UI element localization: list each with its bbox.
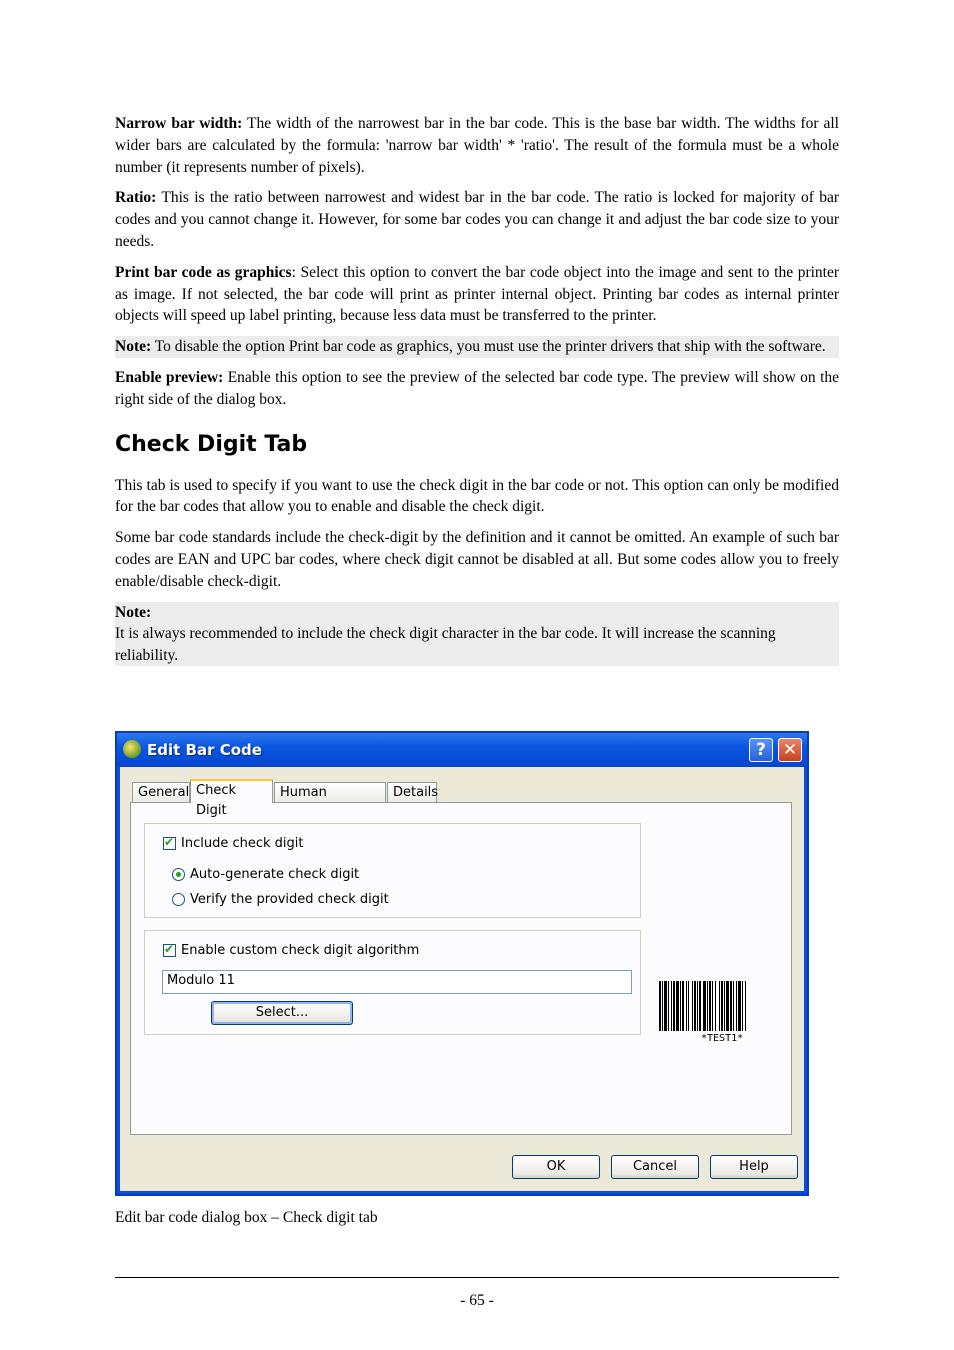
- cancel-button[interactable]: Cancel: [611, 1155, 699, 1179]
- barcode-bar: [673, 981, 675, 1031]
- ok-button[interactable]: OK: [512, 1155, 600, 1179]
- verify-radio[interactable]: [172, 893, 185, 906]
- barcode-bar: [707, 981, 708, 1031]
- barcode-bar: [680, 981, 681, 1031]
- barcode-preview: [651, 981, 793, 1056]
- barcode-bar: [736, 981, 737, 1031]
- barcode-bar: [721, 981, 723, 1031]
- custom-algorithm-group: [144, 930, 641, 1035]
- enable-custom-label[interactable]: Enable custom check digit algorithm: [181, 943, 420, 958]
- footer-rule: [115, 1277, 839, 1278]
- ratio-label: Ratio:: [115, 189, 157, 207]
- barcode-bar: [688, 981, 689, 1031]
- dialog-client-area: [120, 767, 804, 1191]
- print-graphics-paragraph: [115, 262, 839, 327]
- auto-generate-label[interactable]: Auto-generate check digit: [190, 867, 360, 882]
- barcode-bar: [659, 981, 661, 1031]
- barcode-bar: [664, 981, 667, 1031]
- narrow-bar-width-label: Narrow bar width:: [115, 115, 243, 132]
- check-digit-group: [144, 823, 641, 918]
- barcode-bar: [662, 981, 663, 1031]
- barcode-bar: [703, 981, 706, 1031]
- barcode-bar: [745, 981, 746, 1031]
- dialog-title: Edit Bar Code: [147, 741, 262, 759]
- note-label: Note:: [115, 603, 152, 621]
- ratio-text: This is the ratio between narrowest and widest bar in the bar code. The ratio is locked for majority of bar codes and you cannot change it. However, for some bar codes you can change it and adjust the bar code size to your needs.: [115, 189, 839, 250]
- include-check-digit-checkbox[interactable]: [163, 837, 176, 850]
- help-button[interactable]: Help: [710, 1155, 798, 1179]
- tab-human-readable[interactable]: Human: [274, 782, 386, 802]
- tab-general[interactable]: General: [132, 782, 190, 802]
- note-check-digit: [115, 602, 839, 667]
- edit-bar-code-dialog: [115, 731, 809, 1196]
- barcode-bar: [668, 981, 669, 1031]
- select-button[interactable]: Select...: [211, 1001, 353, 1025]
- verify-label[interactable]: Verify the provided check digit: [190, 892, 389, 907]
- barcode-bar: [712, 981, 713, 1031]
- barcode-bar: [686, 981, 687, 1031]
- barcode-bar: [697, 981, 698, 1031]
- note-printer-drivers: [115, 336, 839, 358]
- page-number: - 65 -: [460, 1292, 494, 1309]
- barcode-bar: [676, 981, 679, 1031]
- barcode-bar: [671, 981, 672, 1031]
- print-graphics-text: : Select this option to convert the bar code object into the image and sent to the printer as image. If not selected, the bar code will print as printer internal object. Printing bar codes as internal printer objects will speed up label printing, because less data must be transferred to the printer.: [115, 263, 840, 325]
- document-body: [115, 113, 839, 676]
- print-graphics-label: Print bar code as graphics: [115, 263, 292, 281]
- tab-details[interactable]: Details: [387, 782, 437, 802]
- check-digit-standards: Some bar code standards include the check-digit by the definition and it cannot be omitted. An example of such bar codes are EAN and UPC bar codes, where check digit cannot be disabled at all. But some codes allow you to freely enable/disable check-digit.: [115, 529, 839, 590]
- barcode-bar: [694, 981, 696, 1031]
- barcode-bar: [738, 981, 741, 1031]
- barcode-bar: [715, 981, 716, 1031]
- note-text: To disable the option Print bar code as graphics, you must use the printer drivers that ship with the software.: [151, 338, 826, 356]
- app-icon: [123, 740, 141, 758]
- barcode-bar: [726, 981, 729, 1031]
- narrow-bar-width-paragraph: [115, 113, 839, 178]
- barcode-bar: [733, 981, 734, 1031]
- barcode-bar: [709, 981, 711, 1031]
- note-text: It is always recommended to include the check digit character in the bar code. It will increase the scanning reliability.: [115, 625, 776, 664]
- enable-preview-paragraph: [115, 367, 839, 411]
- barcode-bar: [692, 981, 693, 1031]
- figure-caption: Edit bar code dialog box – Check digit tab: [115, 1209, 378, 1226]
- enable-custom-checkbox[interactable]: [163, 944, 176, 957]
- auto-generate-radio[interactable]: [172, 868, 185, 881]
- tab-panel: [130, 802, 792, 1135]
- tab-check-digit[interactable]: Check Digit: [190, 779, 273, 803]
- narrow-bar-width-text: The width of the narrowest bar in the bar code. This is the base bar width. The widths for all wider bars are calculated by the formula: 'narrow bar width' * 'ratio'. The result of the formula must be a whole number (it represents number of pixels).: [115, 115, 839, 176]
- close-icon[interactable]: ✕: [778, 738, 802, 762]
- enable-preview-label: Enable preview:: [115, 368, 224, 386]
- check-digit-intro: This tab is used to specify if you want to use the check digit in the bar code or not. This option can only be modified for the bar codes that allow you to enable and disable the check digit.: [115, 476, 839, 516]
- enable-preview-text: Enable this option to see the preview of the selected bar code type. The preview will show on the right side of the dialog box.: [115, 368, 839, 408]
- include-check-digit-label[interactable]: Include check digit: [181, 836, 304, 851]
- barcode-bar: [724, 981, 725, 1031]
- note-label: Note:: [115, 338, 152, 356]
- help-question-icon[interactable]: ?: [749, 738, 773, 762]
- barcode-bar: [719, 981, 720, 1031]
- barcode-bar: [730, 981, 732, 1031]
- barcode-text: *TEST1*: [701, 1033, 744, 1044]
- dialog-titlebar[interactable]: [117, 733, 807, 767]
- ratio-paragraph: [115, 187, 839, 252]
- barcode-bar: [699, 981, 701, 1031]
- barcode-bar: [742, 981, 743, 1031]
- barcode-bar: [682, 981, 684, 1031]
- section-heading: Check Digit Tab: [115, 431, 308, 457]
- algorithm-field[interactable]: Modulo 11: [162, 970, 632, 994]
